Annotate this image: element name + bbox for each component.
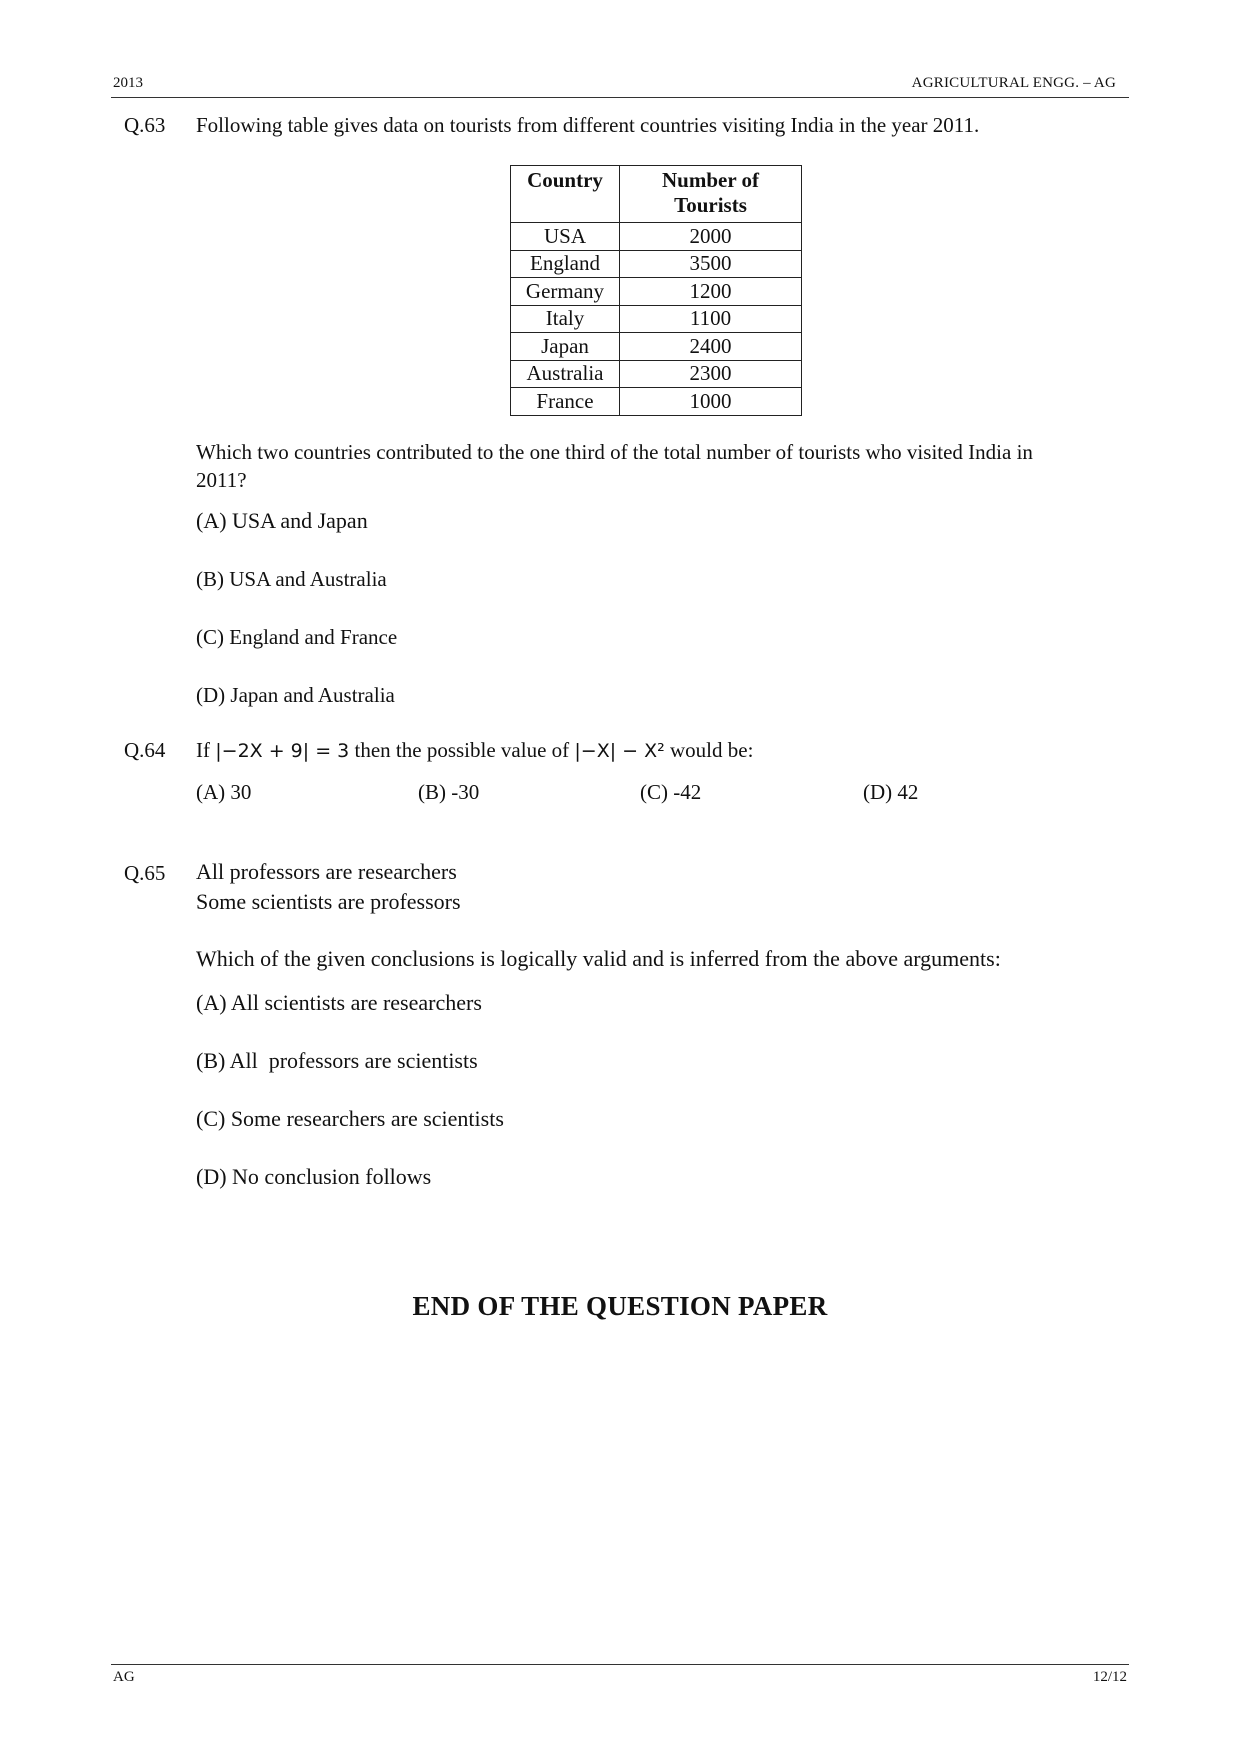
q65-premise-2: Some scientists are professors	[196, 889, 461, 914]
table-row	[511, 388, 802, 416]
table-row	[511, 305, 802, 333]
q65-option-d: (D) No conclusion follows	[196, 1164, 432, 1189]
q64-option-b: (B) -30	[418, 780, 480, 804]
end-of-paper-title: END OF THE QUESTION PAPER	[412, 1291, 828, 1321]
table-row	[511, 223, 802, 251]
q63-prompt: Following table gives data on tourists from different countries visiting India in the year 2011.	[196, 113, 980, 137]
table-cell-country: France	[511, 388, 620, 416]
q64-equation: |−2X + 9| = 3	[215, 740, 350, 762]
q63-option-d: (D) Japan and Australia	[196, 683, 395, 707]
tourists-table	[510, 165, 802, 416]
question-number-64: Q.64	[124, 738, 166, 762]
q65-option-c: (C) Some researchers are scientists	[196, 1106, 504, 1131]
table-cell-tourists: 2400	[620, 333, 802, 361]
table-cell-tourists: 1200	[620, 278, 802, 306]
q65-premise-1: All professors are researchers	[196, 859, 457, 884]
table-header-country: Country	[511, 166, 620, 223]
table-header-tourists	[620, 166, 802, 223]
table-cell-tourists: 1000	[620, 388, 802, 416]
q63-option-a: (A) USA and Japan	[196, 508, 368, 533]
q64-option-d: (D) 42	[863, 780, 919, 804]
footer-rule	[111, 1664, 1129, 1665]
question-number-65: Q.65	[124, 861, 166, 885]
q63-question-line-2: 2011?	[196, 468, 247, 492]
header-paper-title: AGRICULTURAL ENGG. – AG	[911, 75, 1116, 91]
q65-question: Which of the given conclusions is logically valid and is inferred from the above arguments:	[196, 946, 1001, 971]
question-number-63: Q.63	[124, 113, 166, 137]
q65-option-b: (B) All professors are scientists	[196, 1048, 478, 1073]
q64-option-c: (C) -42	[640, 780, 702, 804]
table-row	[511, 360, 802, 388]
table-row	[511, 250, 802, 278]
table-cell-tourists: 2000	[620, 223, 802, 251]
table-cell-country: England	[511, 250, 620, 278]
q64-if-word: If	[196, 738, 210, 762]
table-cell-country: Germany	[511, 278, 620, 306]
table-cell-country: USA	[511, 223, 620, 251]
table-cell-country: Japan	[511, 333, 620, 361]
q63-option-c: (C) England and France	[196, 625, 398, 649]
table-row	[511, 333, 802, 361]
table-cell-tourists: 1100	[620, 305, 802, 333]
table-row	[511, 278, 802, 306]
q64-expression: |−X| − X²	[574, 740, 665, 762]
table-cell-country: Italy	[511, 305, 620, 333]
q64-tail-text: would be:	[670, 738, 754, 762]
q64-middle-text: then the possible value of	[354, 738, 570, 762]
table-header-row	[511, 166, 802, 223]
q63-question-line-1: Which two countries contributed to the one third of the total number of tourists who visited India in	[196, 440, 1033, 464]
footer-page-number: 12/12	[1092, 1669, 1127, 1685]
table-header-tourists-text: Number of Tourists	[661, 168, 760, 217]
q65-option-a: (A) All scientists are researchers	[196, 990, 482, 1015]
table-cell-tourists: 2300	[620, 360, 802, 388]
q64-option-a: (A) 30	[196, 780, 252, 804]
q64-prompt	[196, 736, 753, 765]
header-year: 2013	[113, 75, 143, 91]
q63-option-b: (B) USA and Australia	[196, 567, 387, 591]
header-rule	[111, 97, 1129, 98]
table-cell-country: Australia	[511, 360, 620, 388]
footer-code: AG	[113, 1669, 135, 1685]
table-cell-tourists: 3500	[620, 250, 802, 278]
